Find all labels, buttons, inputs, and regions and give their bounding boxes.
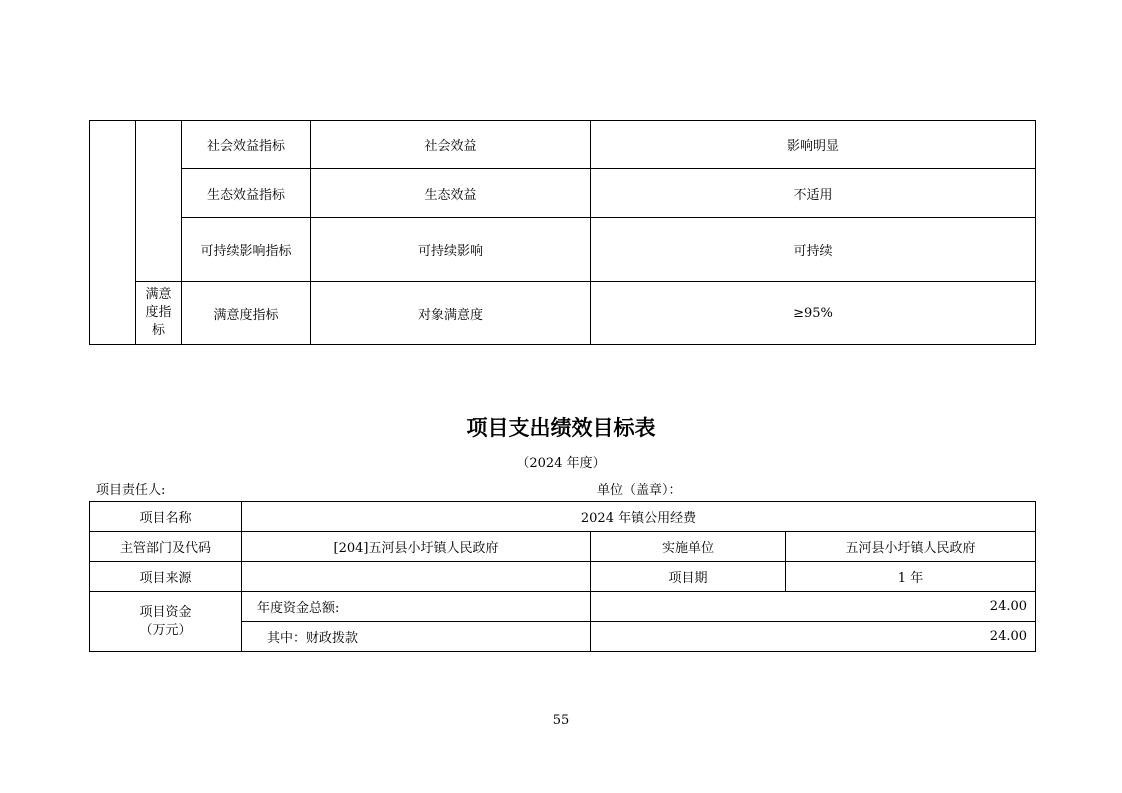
indicator-item-cell: 社会效益 (311, 121, 591, 169)
indicator-value-cell: 影响明显 (591, 121, 1036, 169)
funds-label (90, 592, 242, 652)
funds-label-line: 项目资金 (139, 604, 192, 620)
page-number: 55 (552, 713, 570, 728)
impl-label: 实施单位 (591, 532, 786, 562)
period-value: 1 年 (786, 562, 1036, 592)
funds-label-line: （万元） (139, 622, 192, 638)
budget-table (89, 501, 1036, 652)
fiscal-value: 24.00 (591, 622, 1036, 652)
indicator-item-cell: 对象满意度 (311, 282, 591, 345)
level1-cell (90, 121, 136, 345)
project-name-label: 项目名称 (90, 502, 242, 532)
period-label: 项目期 (591, 562, 786, 592)
level2-cell (136, 121, 182, 282)
dept-value: [204]五河县小圩镇人民政府 (242, 532, 591, 562)
page-title: 项目支出绩效目标表 (466, 416, 656, 440)
performance-indicator-table (89, 120, 1036, 345)
responsible-label: 项目责任人: (96, 483, 166, 498)
level3-cell: 生态效益指标 (182, 169, 311, 218)
indicator-value-cell: 不适用 (591, 169, 1036, 218)
source-label: 项目来源 (90, 562, 242, 592)
indicator-item-cell: 生态效益 (311, 169, 591, 218)
annual-total-value: 24.00 (591, 592, 1036, 622)
fiscal-label: 其中：财政拨款 (242, 622, 591, 652)
satisfaction-level2-cell (136, 282, 182, 345)
satisfaction-level2-line: 满意 (145, 287, 172, 302)
indicator-value-cell: 可持续 (591, 218, 1036, 282)
indicator-value-cell: ≥95% (591, 282, 1036, 345)
unit-label: 单位（盖章）： (597, 483, 682, 498)
satisfaction-level2-line: 标 (151, 323, 165, 338)
source-value (242, 562, 591, 592)
impl-value: 五河县小圩镇人民政府 (786, 532, 1036, 562)
level3-cell: 满意度指标 (182, 282, 311, 345)
level3-cell: 可持续影响指标 (182, 218, 311, 282)
project-name-value: 2024 年镇公用经费 (242, 502, 1036, 532)
dept-label: 主管部门及代码 (90, 532, 242, 562)
level3-cell: 社会效益指标 (182, 121, 311, 169)
indicator-item-cell: 可持续影响 (311, 218, 591, 282)
annual-total-label: 年度资金总额: (242, 592, 591, 622)
satisfaction-level2-line: 度指 (145, 305, 172, 320)
year-label: （2024 年度） (516, 456, 606, 471)
